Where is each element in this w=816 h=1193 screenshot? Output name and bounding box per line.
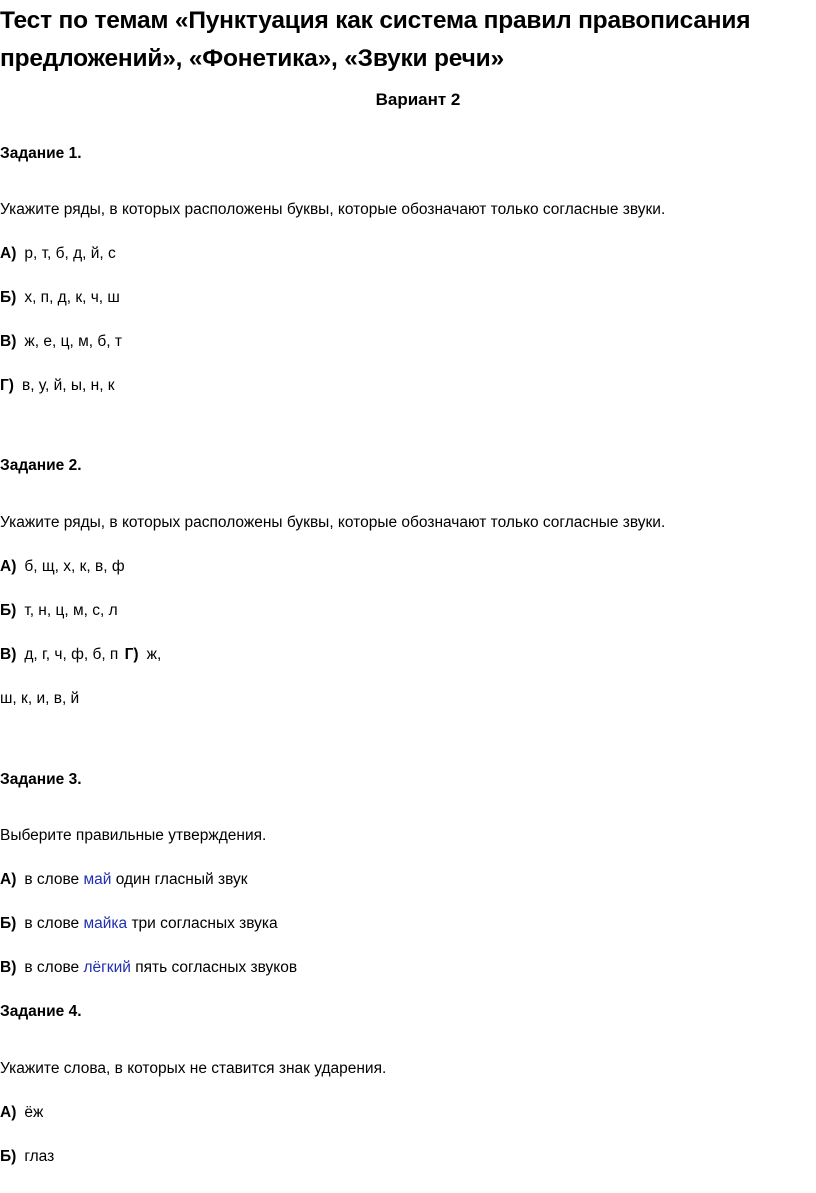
option-text-before: в слове: [24, 871, 80, 888]
task-4-option-a: [0, 1102, 43, 1124]
example-word: лёгкий: [83, 959, 131, 976]
task-3-heading: Задание 3.: [0, 771, 82, 788]
option-text-after: три согласных звука: [131, 915, 278, 932]
task-2-option-b: [0, 600, 118, 622]
option-text: ж,: [146, 646, 162, 663]
option-letter: А): [0, 1104, 17, 1121]
option-text: ёж: [24, 1104, 44, 1121]
option-letter: В): [0, 333, 17, 350]
option-letter: Г): [0, 377, 14, 394]
option-text-before: в слове: [24, 915, 80, 932]
option-text: д, г, ч, ф, б, п: [24, 646, 119, 663]
task-2-heading: Задание 2.: [0, 457, 82, 474]
task-2-option-a: [0, 556, 125, 578]
option-text: глаз: [24, 1148, 55, 1165]
option-letter: Б): [0, 1148, 17, 1165]
task-1-option-d: [0, 375, 115, 397]
task-3-option-a: [0, 869, 248, 891]
option-text: р, т, б, д, й, с: [24, 245, 116, 262]
task-4-option-b: [0, 1146, 54, 1168]
option-text-before: в слове: [24, 959, 80, 976]
task-4-heading: Задание 4.: [0, 1003, 82, 1020]
option-letter: А): [0, 871, 17, 888]
option-text: т, н, ц, м, с, л: [24, 602, 118, 619]
option-letter: Г): [124, 646, 139, 663]
variant-label: Вариант 2: [375, 90, 461, 109]
option-text: б, щ, х, к, в, ф: [24, 558, 125, 575]
option-letter: А): [0, 558, 17, 575]
task-2-option-c: [0, 644, 161, 666]
option-text-after: один гласный звук: [115, 871, 248, 888]
option-text: х, п, д, к, ч, ш: [24, 289, 120, 306]
task-3-option-c: [0, 957, 297, 979]
task-1-option-a: [0, 243, 116, 265]
document-title: Тест по темам «Пунктуация как система правил правописания предложений», «Фонетика», «Звуки речи»: [0, 7, 751, 72]
task-2-option-d-wrapped: ш, к, и, в, й: [0, 690, 80, 707]
example-word: майка: [83, 915, 128, 932]
option-text: в, у, й, ы, н, к: [21, 377, 115, 394]
option-letter: Б): [0, 915, 17, 932]
option-letter: Б): [0, 602, 17, 619]
option-letter: Б): [0, 289, 17, 306]
task-2-question: Укажите ряды, в которых расположены буквы, которые обозначают только согласные звуки.: [0, 514, 666, 531]
task-3-question: Выберите правильные утверждения.: [0, 827, 267, 844]
option-text-after: пять согласных звуков: [135, 959, 298, 976]
task-4-question: Укажите слова, в которых не ставится знак ударения.: [0, 1060, 387, 1077]
task-1-option-c: [0, 331, 122, 353]
option-letter: В): [0, 646, 17, 663]
task-1-question: Укажите ряды, в которых расположены буквы, которые обозначают только согласные звуки.: [0, 201, 666, 218]
task-1-option-b: [0, 287, 120, 309]
example-word: май: [83, 871, 112, 888]
option-letter: В): [0, 959, 17, 976]
task-3-option-b: [0, 913, 278, 935]
option-letter: А): [0, 245, 17, 262]
option-text: ж, е, ц, м, б, т: [24, 333, 122, 350]
task-1-heading: Задание 1.: [0, 145, 82, 162]
